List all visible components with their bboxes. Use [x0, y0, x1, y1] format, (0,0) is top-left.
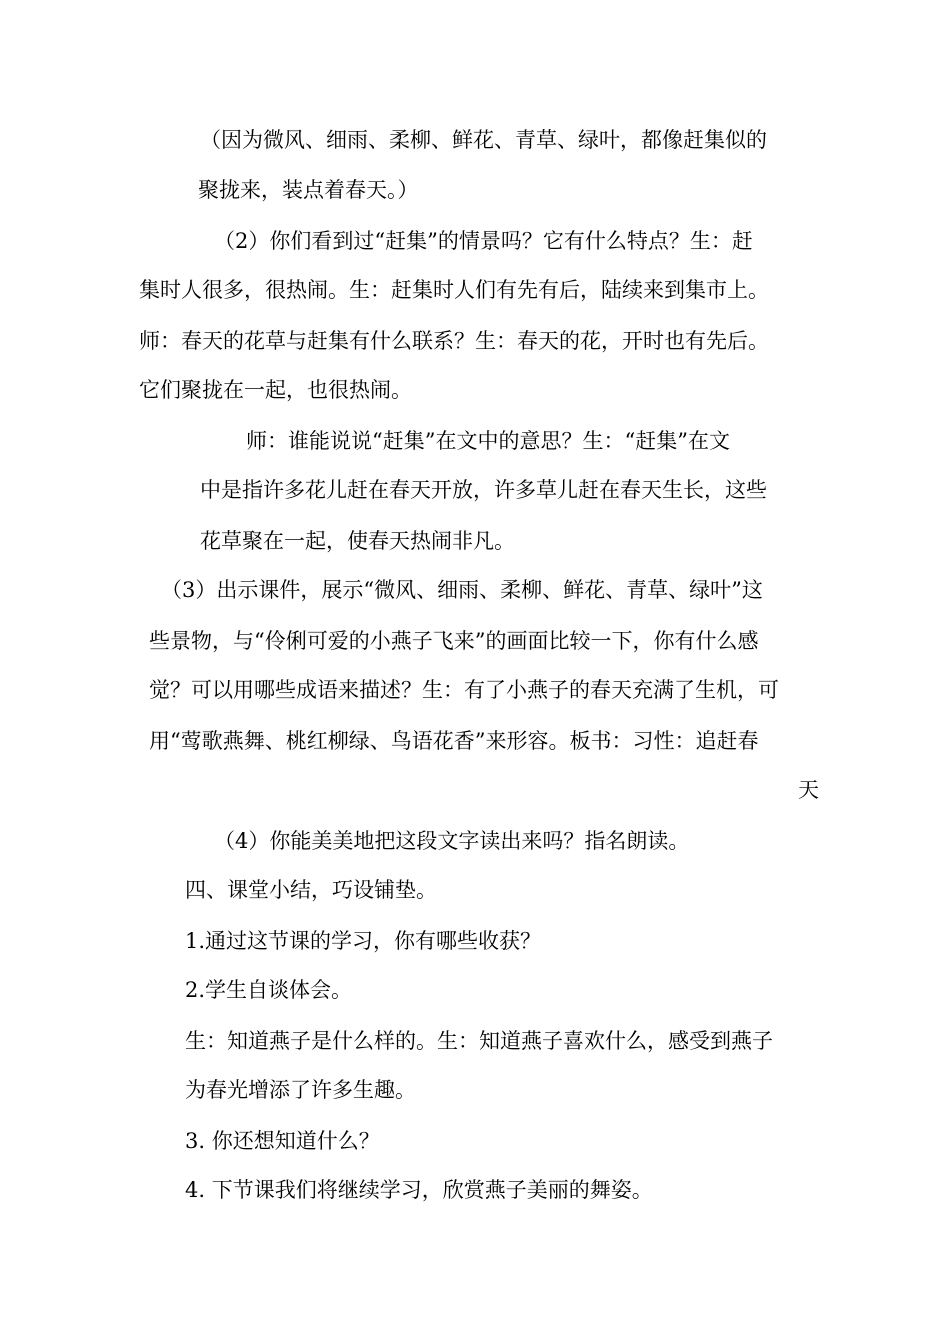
- text-line-11: 些景物，与“伶俐可爱的小燕子飞来”的画面比较一下，你有什么感: [149, 629, 759, 653]
- text-line-3: （2）你们看到过“赶集”的情景吗？它有什么特点？生：赶: [214, 229, 753, 253]
- text-line-12: 觉？可以用哪些成语来描述？生：有了小燕子的春天充满了生机，可: [149, 678, 779, 702]
- text-line-20: 为春光增添了许多生趣。: [185, 1078, 416, 1102]
- text-line-18: 2.学生自谈体会。: [185, 978, 353, 1002]
- text-line-13: 用“莺歌燕舞、桃红柳绿、鸟语花香”来形容。板书：习性：追赶春: [149, 729, 759, 753]
- text-line-1: （因为微风、细雨、柔柳、鲜花、青草、绿叶，都像赶集似的: [200, 128, 767, 152]
- text-line-22: 4. 下节课我们将继续学习，欣赏燕子美丽的舞姿。: [185, 1178, 653, 1202]
- text-line-16: 四、课堂小结，巧设铺垫。: [185, 878, 437, 902]
- text-line-8: 中是指许多花儿赶在春天开放，许多草儿赶在春天生长，这些: [200, 478, 767, 502]
- text-line-14: 天: [798, 778, 819, 802]
- text-line-2: 聚拢来，装点着春天。）: [198, 178, 419, 202]
- text-line-9: 花草聚在一起，使春天热闹非凡。: [200, 529, 515, 553]
- text-line-5: 师：春天的花草与赶集有什么联系？生：春天的花，开时也有先后。: [139, 329, 769, 353]
- text-line-4: 集时人很多，很热闹。生：赶集时人们有先有后，陆续来到集市上。: [139, 278, 769, 302]
- text-line-21: 3. 你还想知道什么？: [185, 1129, 380, 1153]
- text-line-19: 生：知道燕子是什么样的。生：知道燕子喜欢什么，感受到燕子: [185, 1029, 773, 1053]
- text-line-7: 师：谁能说说“赶集”在文中的意思？生：“赶集”在文: [246, 429, 730, 453]
- text-line-17: 1.通过这节课的学习，你有哪些收获？: [185, 929, 542, 953]
- text-line-6: 它们聚拢在一起，也很热闹。: [139, 378, 412, 402]
- text-line-15: （4）你能美美地把这段文字读出来吗？指名朗读。: [214, 829, 690, 853]
- text-line-10: （3）出示课件，展示“微风、细雨、柔柳、鲜花、青草、绿叶”这: [161, 578, 763, 602]
